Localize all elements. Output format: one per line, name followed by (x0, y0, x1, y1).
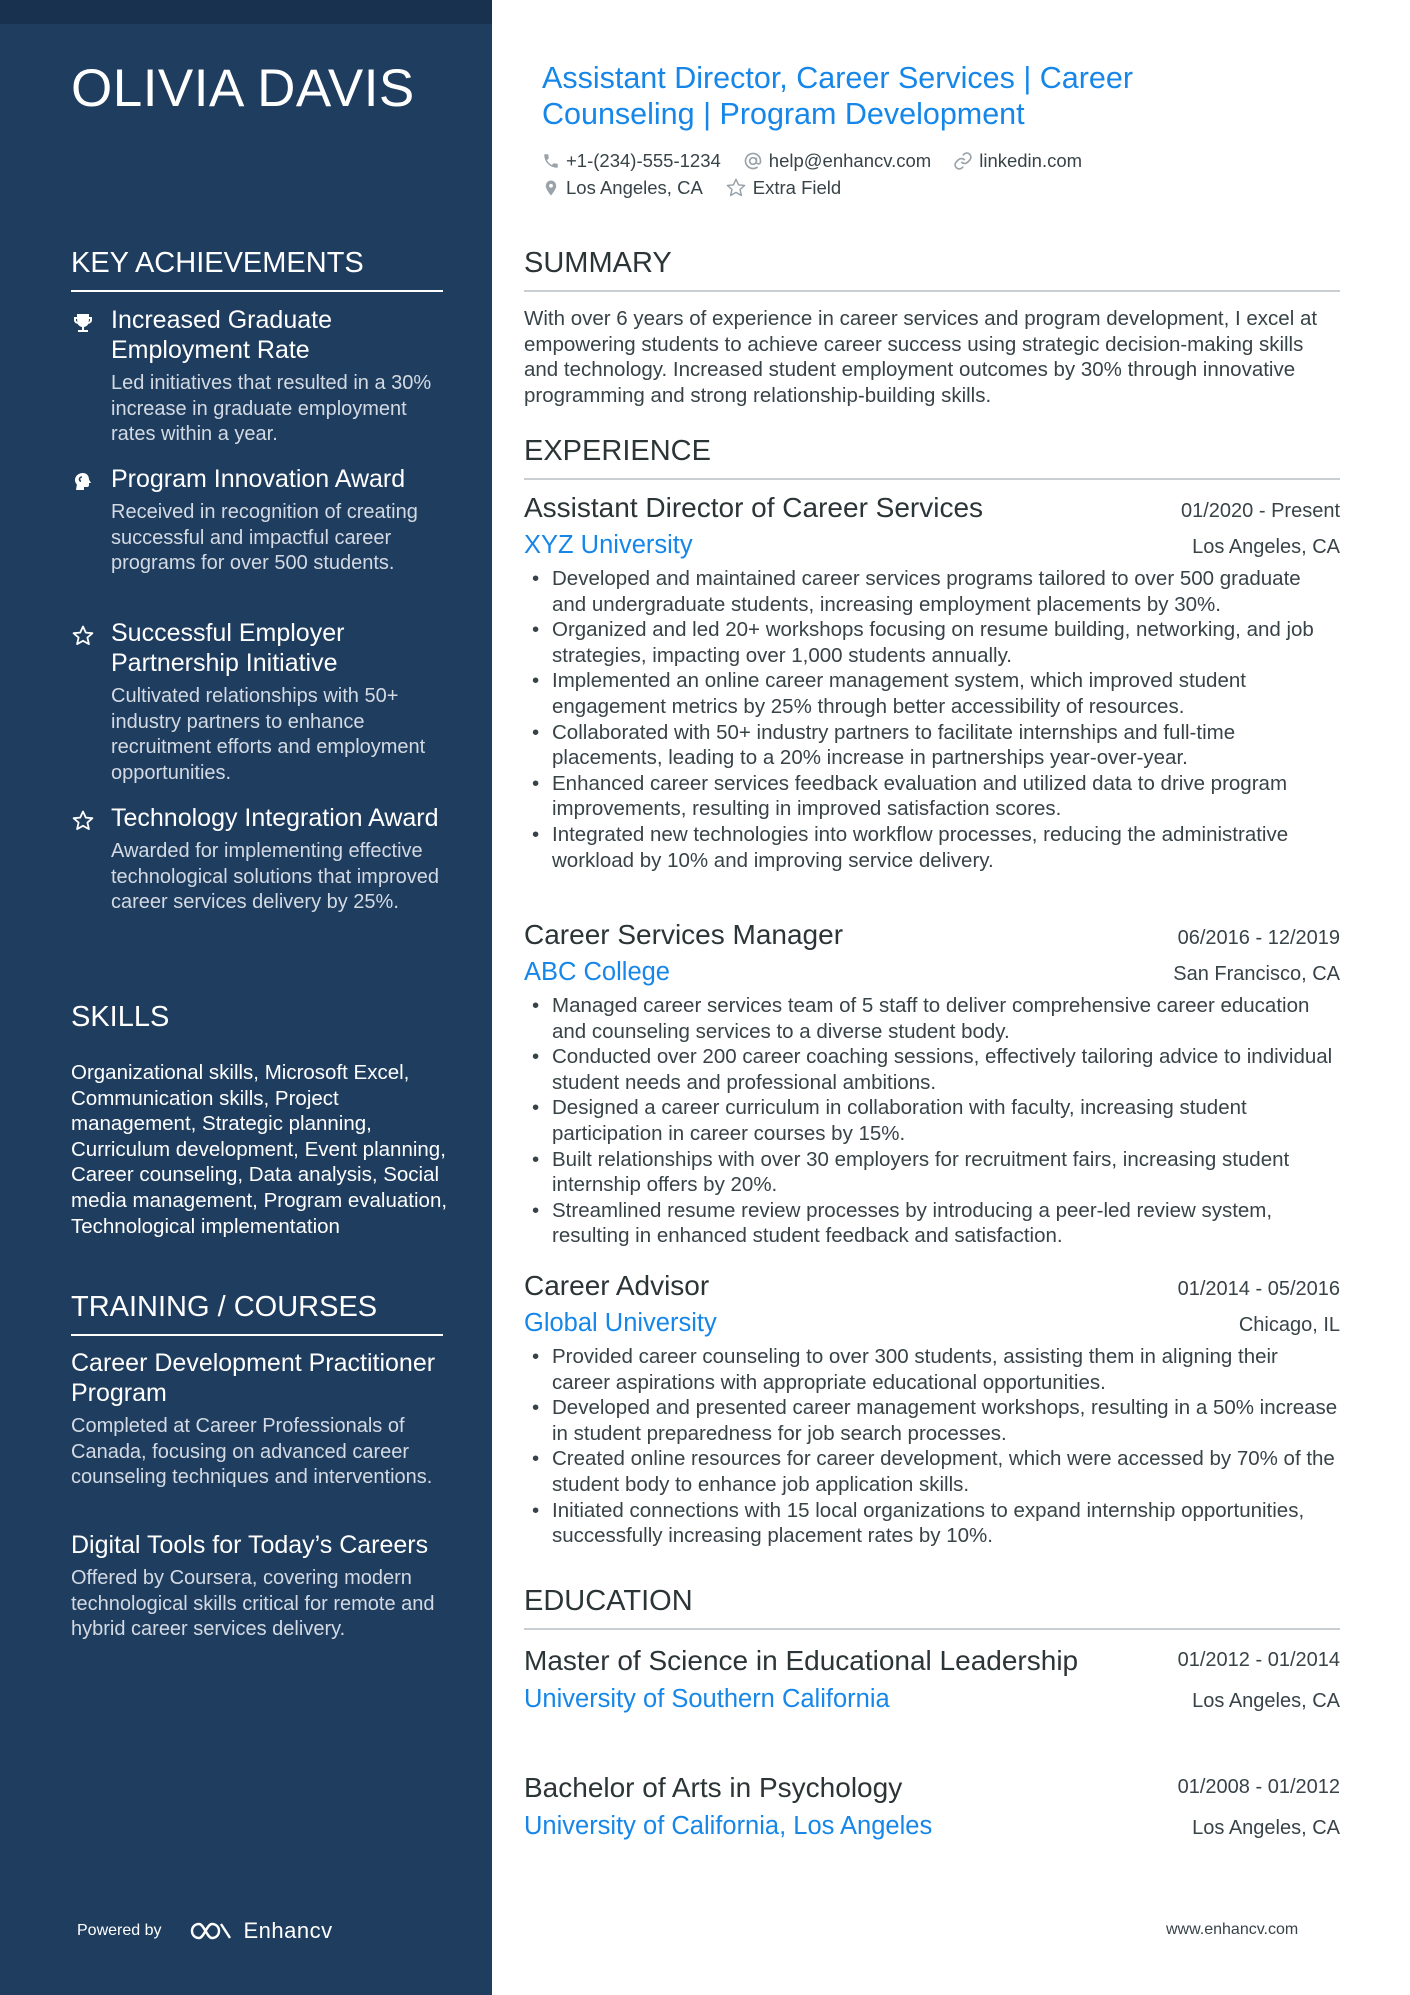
achievement-item (71, 803, 443, 916)
key-achievements-heading: KEY ACHIEVEMENTS (71, 248, 443, 292)
job-dates: 06/2016 - 12/2019 (1177, 927, 1340, 949)
summary-text: With over 6 years of experience in career services and program development, I excel at empowering students to achieve career success using strategic decision-making skills and technology. Increased student employment outcomes by 30% through innovative programming and strong relationship-building skills. (524, 307, 1318, 407)
education-entry (524, 1770, 1340, 1841)
achievement-title: Successful Employer Partnership Initiative (111, 619, 345, 677)
star-icon (71, 809, 97, 835)
bullet-item: • Collaborated with 50+ industry partners to facilitate internships and full-time placements, leading to a 20% increase in partnerships year-over-year. (524, 720, 1340, 771)
bullet-item: • Designed a career curriculum in collaboration with faculty, increasing student participation in career courses by 15%. (524, 1095, 1340, 1146)
experience-heading: EXPERIENCE (524, 436, 1340, 480)
job-location: San Francisco, CA (1173, 963, 1340, 985)
skills-heading: SKILLS (71, 1001, 170, 1033)
school-location: Los Angeles, CA (1192, 1690, 1340, 1712)
bullet-item: • Provided career counseling to over 300 students, assisting them in aligning their career aspirations with appropriate educational opportunities. (524, 1344, 1340, 1395)
linkedin-text: linkedin.com (979, 150, 1083, 171)
company-name: Global University (524, 1309, 717, 1337)
bullet-item: • Built relationships with over 30 employers for recruitment fairs, increasing student internship offers by 20%. (524, 1147, 1340, 1198)
course-desc: Offered by Coursera, covering modern technological skills critical for remote and hybrid career services delivery. (71, 1567, 435, 1641)
extra-field-text: Extra Field (752, 177, 842, 198)
achievement-title: Technology Integration Award (111, 804, 439, 832)
job-dates: 01/2020 - Present (1181, 500, 1340, 522)
job-title: Career Services Manager (524, 919, 844, 950)
phone-icon (542, 152, 560, 170)
job-location: Chicago, IL (1238, 1314, 1340, 1336)
bullet-item: • Organized and led 20+ workshops focusing on resume building, networking, and job strategies, impacting over 1,000 students annually. (524, 617, 1340, 668)
enhancv-logo[interactable] (188, 1918, 333, 1944)
job-dates: 01/2014 - 05/2016 (1177, 1278, 1340, 1300)
course-item (71, 1530, 443, 1643)
bullet-item: • Initiated connections with 15 local organizations to expand internship opportunities, successfully increasing placement rates by 10%. (524, 1498, 1340, 1549)
school-name: University of Southern California (524, 1685, 890, 1713)
achievement-desc: Received in recognition of creating successful and impactful career programs for over 500 students. (111, 501, 418, 575)
course-title: Career Development Practitioner Program (71, 1349, 436, 1407)
job-title: Assistant Director of Career Services (524, 492, 984, 523)
email-item[interactable] (743, 150, 931, 172)
company-name: XYZ University (524, 531, 693, 559)
experience-entry (524, 1269, 1340, 1549)
headline: Assistant Director, Career Services | Career Counseling | Program Development (542, 61, 1133, 131)
bullet-item: • Integrated new technologies into workflow processes, reducing the administrative workload by 10% and improving service delivery. (524, 822, 1340, 873)
achievement-item (71, 464, 443, 577)
education-entry (524, 1643, 1340, 1714)
school-name: University of California, Los Angeles (524, 1812, 933, 1840)
footer-url[interactable]: www.enhancv.com (1166, 1921, 1299, 1938)
course-title: Digital Tools for Today’s Careers (71, 1531, 429, 1559)
achievement-title: Program Innovation Award (111, 465, 406, 493)
linkedin-item[interactable] (953, 150, 1082, 172)
education-dates: 01/2012 - 01/2014 (1177, 1649, 1340, 1671)
experience-entry (524, 491, 1340, 873)
bullet-item: • Developed and presented career management workshops, resulting in a 50% increase in student preparedness for job search processes. (524, 1395, 1340, 1446)
company-name: ABC College (524, 958, 670, 986)
degree-title: Master of Science in Educational Leadership (524, 1645, 1079, 1676)
training-heading: TRAINING / COURSES (71, 1292, 443, 1336)
location-item (542, 177, 703, 199)
summary-heading: SUMMARY (524, 248, 1340, 292)
candidate-name: OLIVIA DAVIS (71, 59, 415, 118)
star-icon (71, 624, 97, 650)
email-text: help@enhancv.com (768, 150, 932, 171)
achievement-title: Increased Graduate Employment Rate (111, 306, 332, 364)
bullet-item: • Streamlined resume review processes by introducing a peer-led review system, resulting in enhanced student feedback and satisfaction. (524, 1198, 1340, 1249)
achievement-item (71, 305, 443, 448)
contact-row-2 (542, 177, 863, 199)
contact-row (542, 150, 1104, 172)
bullet-item: • Conducted over 200 career coaching sessions, effectively tailoring advice to individual student needs and professional ambitions. (524, 1044, 1340, 1095)
job-title: Career Advisor (524, 1270, 710, 1301)
degree-title: Bachelor of Arts in Psychology (524, 1772, 903, 1803)
link-icon (953, 151, 973, 171)
achievement-item (71, 618, 443, 786)
extra-field-item (725, 177, 841, 199)
location-text: Los Angeles, CA (566, 177, 703, 198)
experience-entry (524, 918, 1340, 1249)
powered-by (77, 1918, 333, 1944)
trophy-icon (71, 311, 97, 337)
bullet-item: • Managed career services team of 5 staff to deliver comprehensive career education and counseling services to a diverse student body. (524, 993, 1340, 1044)
brand-name: Enhancv (243, 1918, 333, 1943)
achievement-desc: Awarded for implementing effective technological solutions that improved career services delivery by 25%. (111, 840, 439, 914)
bullet-item: • Implemented an online career management system, which improved student engagement metrics by 25% through better accessibility of resources. (524, 668, 1340, 719)
education-heading: EDUCATION (524, 1586, 1340, 1630)
course-desc: Completed at Career Professionals of Canada, focusing on advanced career counseling techniques and interventions. (71, 1415, 433, 1489)
achievement-desc: Led initiatives that resulted in a 30% increase in graduate employment rates within a year. (111, 372, 432, 446)
enhancv-logo-icon (188, 1919, 234, 1943)
skills-list: Organizational skills, Microsoft Excel, Communication skills, Project management, Strategic planning, Curriculum development, Event planning, Career counseling, Data analysis, Social media management, Program evaluation, Technological implementation (71, 1061, 448, 1238)
bullet-item: • Enhanced career services feedback evaluation and utilized data to drive program improvements, resulting in improved satisfaction scores. (524, 771, 1340, 822)
powered-by-label: Powered by (77, 1922, 162, 1939)
phone-text: +1-(234)-555-1234 (566, 150, 721, 171)
achievement-desc: Cultivated relationships with 50+ industry partners to enhance recruitment efforts and employment opportunities. (111, 685, 426, 784)
job-bullets (524, 993, 1340, 1249)
sidebar (0, 0, 492, 1995)
school-location: Los Angeles, CA (1192, 1817, 1340, 1839)
job-bullets (524, 566, 1340, 873)
education-dates: 01/2008 - 01/2012 (1177, 1776, 1340, 1798)
brain-icon (71, 470, 97, 496)
location-pin-icon (542, 178, 560, 198)
star-outline-icon (725, 177, 747, 199)
bullet-item: • Created online resources for career development, which were accessed by 70% of the student body to enhance job application skills. (524, 1446, 1340, 1497)
phone-item[interactable] (542, 150, 721, 172)
job-location: Los Angeles, CA (1192, 536, 1340, 558)
course-item (71, 1348, 443, 1491)
bullet-item: • Developed and maintained career services programs tailored to over 500 graduate and undergraduate students, increasing employment placements by 30%. (524, 566, 1340, 617)
at-icon (743, 151, 763, 171)
sidebar-top-bar (0, 0, 492, 24)
job-bullets (524, 1344, 1340, 1549)
